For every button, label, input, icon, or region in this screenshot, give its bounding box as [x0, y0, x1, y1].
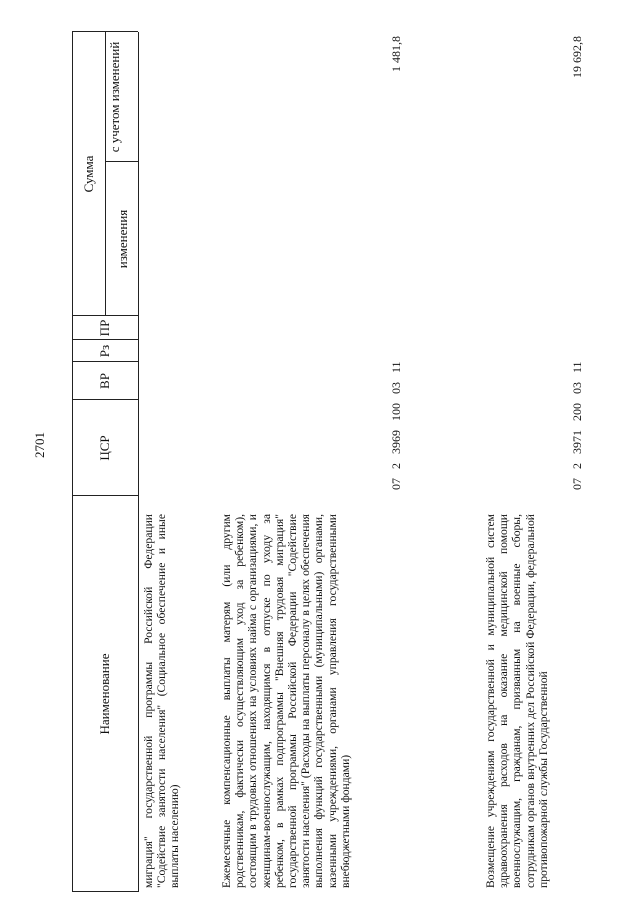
header-sum: Сумма — [81, 155, 96, 193]
table-row-name: миграция" государственной программы Российской Федерации "Содействие занятости населения" (Социальное обеспечение и иные выплаты населению) — [142, 514, 182, 888]
table-row-codes: 07 2 3971 200 03 11 — [570, 361, 584, 490]
table-row-codes: 07 2 3969 100 03 11 — [389, 361, 403, 490]
header-name: Наименование — [97, 653, 112, 735]
sum-sub-rule — [105, 32, 106, 316]
header-with-changes: с учетом изменений — [107, 41, 122, 153]
header-bottom-rule — [138, 32, 139, 892]
header-rz: Рз — [97, 344, 112, 358]
table-row-sum-total: 19 692,8 — [570, 36, 584, 78]
header-top-rule — [72, 32, 73, 892]
rotated-table — [72, 32, 612, 892]
table-row-name: Возмещение учреждениям государственной и муниципальной систем здравоохранения расходов на оказание медицинской помощи военнослужащим, гражданам, призванным на военные сборы, сотрудникам органов внутренних дел Российской Федерации, федеральной противопожарной службы Государственной — [484, 514, 550, 888]
table-row-sum-total: 1 481,8 — [389, 36, 403, 72]
header-csr: ЦСР — [97, 435, 112, 461]
header-changes: изменения — [115, 209, 130, 269]
page-number: 2701 — [32, 432, 47, 458]
header-pr: ПР — [97, 319, 112, 337]
header-vr: ВР — [97, 373, 112, 389]
table-row-name: Ежемесячные компенсационные выплаты матерям (или другим родственникам, фактически осуществляющим уход за ребенком), состоящим в трудовых отношениях на условиях найма с организациями, и женщинам-военнослужащим, находящимся в отпуске по уходу за ребенком, в рамках подпрограммы "Внешняя трудовая миграция" государственной программы Российской Федерации "Содействие занятости населения" (Расходы на выплаты персоналу в целях обеспечения выполнения функций государственными (муниципальными) органами, казенными учреждениями, органами управления государственными внебюджетными фондами) — [220, 514, 352, 888]
budget-table-page — [72, 32, 612, 892]
